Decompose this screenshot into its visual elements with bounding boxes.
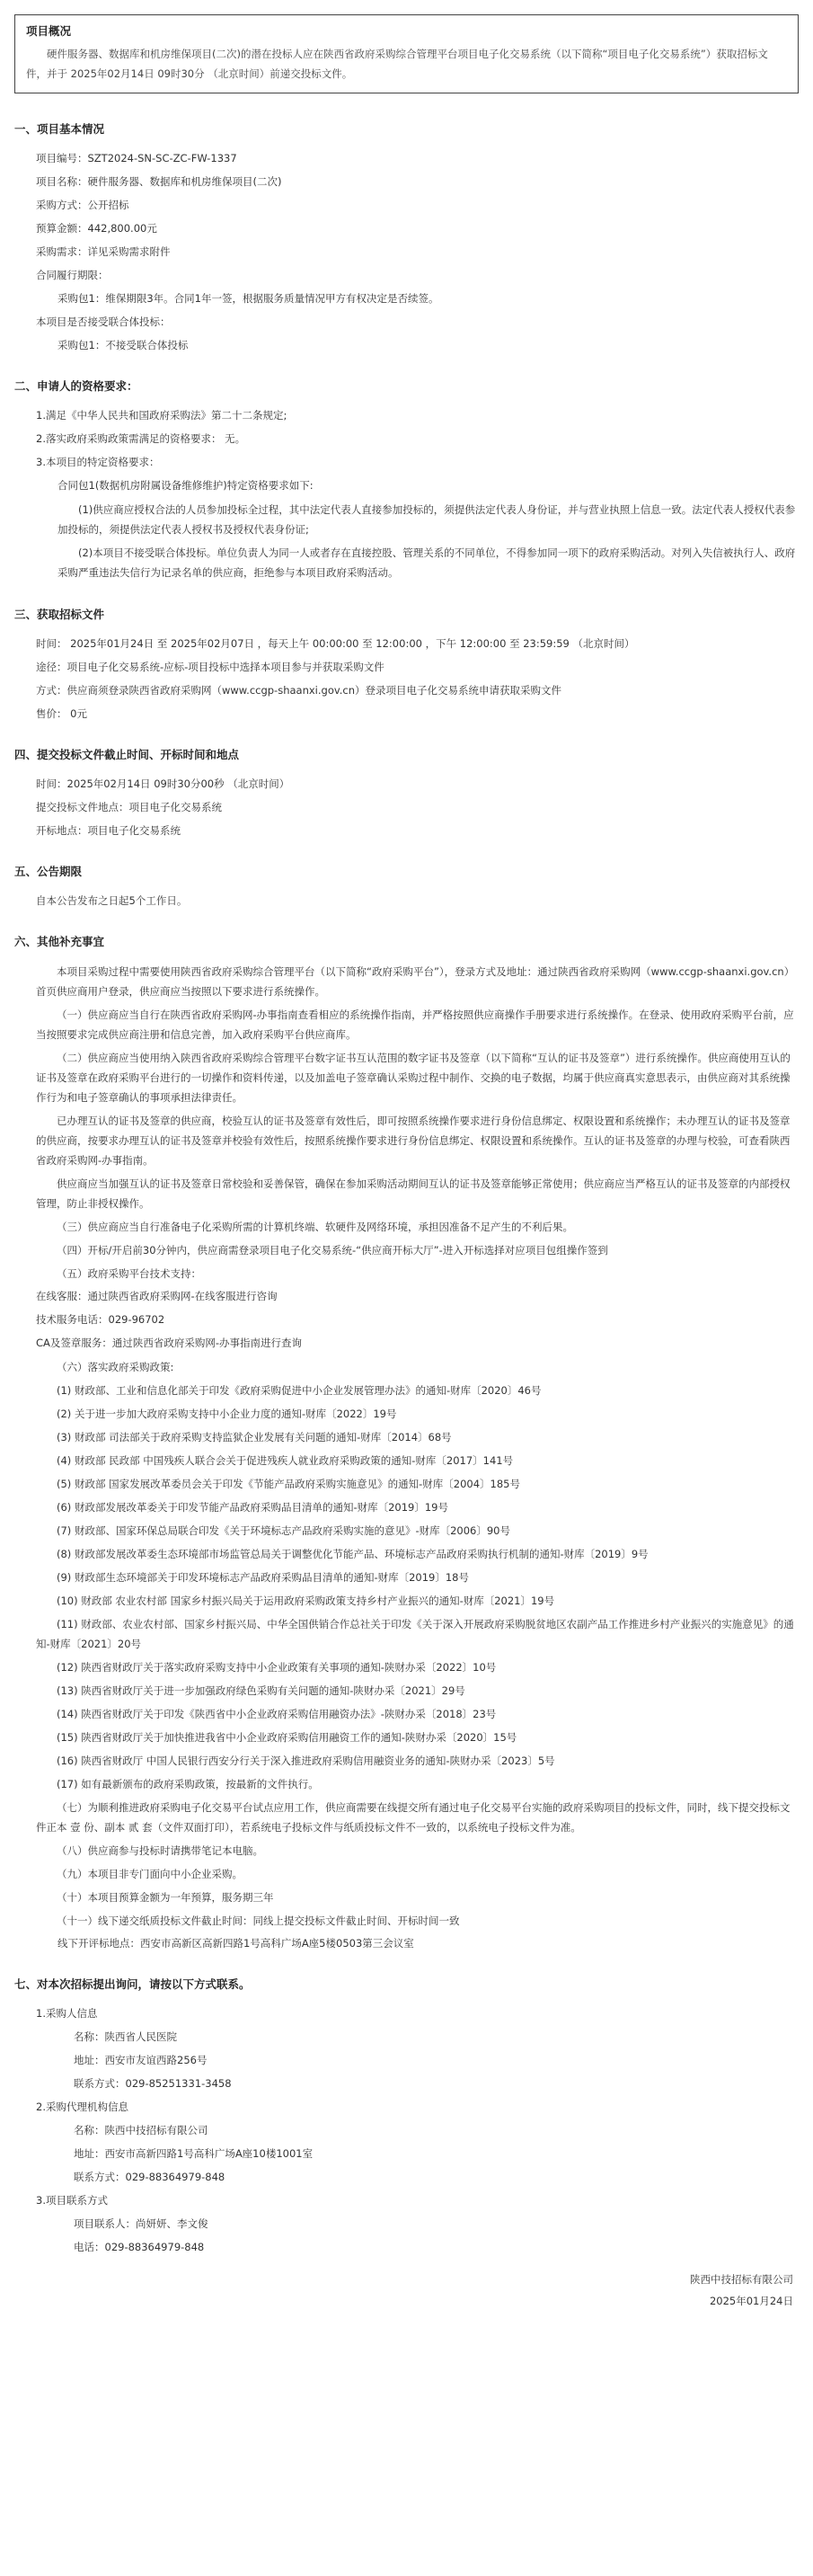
section-line: 开标地点：项目电子化交易系统 <box>36 824 181 837</box>
project-overview-box <box>14 14 799 93</box>
section-line: 本项目采购过程中需要使用陕西省政府采购综合管理平台（以下简称“政府采购平台”），登录方式及地址：通过陕西省政府采购网（www.ccgp-shaanxi.gov.cn）首页供应商用户登录，供应商应当按照以下要求进行系统操作。 <box>36 965 795 998</box>
section-line: (10) 财政部 农业农村部 国家乡村振兴局关于运用政府采购政策支持乡村产业振兴的通知-财库〔2021〕19号 <box>57 1594 555 1607</box>
section-line: 在线客服：通过陕西省政府采购网-在线客服进行咨询 <box>36 1290 278 1302</box>
signature-block <box>690 2269 793 2312</box>
section-5 <box>14 863 799 910</box>
section-line: (6) 财政部发展改革委关于印发节能产品政府采购品目清单的通知-财库〔2019〕19号 <box>57 1501 448 1514</box>
section-line: 1.采购人信息 <box>36 2007 98 2020</box>
section-7 <box>14 1976 799 2256</box>
section-title: 一、项目基本情况 <box>14 122 105 136</box>
section-line: 采购包1：维保期限3年。合同1年一签，根据服务质量情况甲方有权决定是否续签。 <box>57 292 439 305</box>
section-line: 途径：项目电子化交易系统-应标-项目投标中选择本项目参与并获取采购文件 <box>36 661 384 673</box>
section-line: 联系方式：029-85251331-3458 <box>74 2077 232 2090</box>
section-line: （五）政府采购平台技术支持： <box>57 1267 201 1280</box>
overview-text: 硬件服务器、数据库和机房维保项目(二次)的潜在投标人应在陕西省政府采购综合管理平台项目电子化交易系统（以下简称“项目电子化交易系统”）获取招标文件，并于 2025年02月14日 09时30分 （北京时间）前递交投标文件。 <box>26 48 768 80</box>
section-2 <box>14 378 799 582</box>
section-line: 供应商应当加强互认的证书及签章日常校验和妥善保管，确保在参加采购活动期间互认的证书及签章能够正常使用；供应商应当严格互认的证书及签章的内部授权管理，防止非授权操作。 <box>36 1177 791 1210</box>
section-line: (15) 陕西省财政厅关于加快推进我省中小企业政府采购信用融资工作的通知-陕财办采〔2020〕15号 <box>57 1731 517 1744</box>
signature-org: 陕西中技招标有限公司 <box>690 2273 793 2286</box>
section-line: 售价： 0元 <box>36 707 87 720</box>
section-line: 3.项目联系方式 <box>36 2194 108 2207</box>
section-line: (12) 陕西省财政厅关于落实政府采购支持中小企业政策有关事项的通知-陕财办采〔2022〕10号 <box>57 1661 497 1674</box>
section-line: （四）开标/开启前30分钟内，供应商需登录项目电子化交易系统-“供应商开标大厅”-进入开标选择对应项目包组操作签到 <box>57 1244 608 1257</box>
section-line: （八）供应商参与投标时请携带笔记本电脑。 <box>57 1844 263 1857</box>
section-line: (16) 陕西省财政厅 中国人民银行西安分行关于深入推进政府采购信用融资业务的通知-陕财办采〔2023〕5号 <box>57 1754 555 1767</box>
section-line: 采购方式：公开招标 <box>36 199 129 211</box>
section-line: 地址：西安市高新四路1号高科广场A座10楼1001室 <box>74 2147 314 2160</box>
section-line: 名称：陕西省人民医院 <box>74 2030 177 2043</box>
section-line: 自本公告发布之日起5个工作日。 <box>36 894 188 907</box>
section-line: （九）本项目非专门面向中小企业采购。 <box>57 1868 243 1880</box>
section-line: （一）供应商应当自行在陕西省政府采购网-办事指南查看相应的系统操作指南，并严格按照供应商操作手册要求进行系统操作。在登录、使用政府采购平台前，应当按照要求完成供应商注册和信息完善，加入政府采购平台供应商库。 <box>36 1008 794 1041</box>
section-line: (11) 财政部、农业农村部、国家乡村振兴局、中华全国供销合作总社关于印发《关于深入开展政府采购脱贫地区农副产品工作推进乡村产业振兴的实施意见》的通知-财库〔2021〕20号 <box>36 1618 794 1650</box>
section-line: 项目编号：SZT2024-SN-SC-ZC-FW-1337 <box>36 152 237 164</box>
section-line: (3) 财政部 司法部关于政府采购支持监狱企业发展有关问题的通知-财库〔2014〕68号 <box>57 1431 452 1443</box>
section-line: CA及签章服务：通过陕西省政府采购网-办事指南进行查询 <box>36 1337 303 1349</box>
section-line: （二）供应商应当使用纳入陕西省政府采购综合管理平台数字证书互认范围的数字证书及签章（以下简称“互认的证书及签章”）进行系统操作。供应商使用互认的证书及签章在政府采购平台进行的一切操作和资料传递，以及加盖电子签章确认采购过程中制作、交换的电子数据，均属于供应商真实意思表示，由供应商对其系统操作行为和电子签章确认的事项承担法律责任。 <box>36 1052 791 1104</box>
signature-date: 2025年01月24日 <box>709 2295 793 2307</box>
section-line: 提交投标文件地点：项目电子化交易系统 <box>36 801 222 813</box>
section-line: 1.满足《中华人民共和国政府采购法》第二十二条规定; <box>36 409 287 422</box>
section-line: (7) 财政部、国家环保总局联合印发《关于环境标志产品政府采购实施的意见》-财库〔2006〕90号 <box>57 1524 510 1537</box>
section-line: (2) 关于进一步加大政府采购支持中小企业力度的通知-财库〔2022〕19号 <box>57 1408 397 1420</box>
section-title: 六、其他补充事宜 <box>14 935 105 948</box>
section-4 <box>14 746 799 839</box>
section-line: 项目名称：硬件服务器、数据库和机房维保项目(二次) <box>36 175 282 188</box>
section-line: 3.本项目的特定资格要求： <box>36 456 160 468</box>
section-line: (8) 财政部发展改革委生态环境部市场监管总局关于调整优化节能产品、环境标志产品政府采购执行机制的通知-财库〔2019〕9号 <box>57 1548 649 1560</box>
section-line: 电话：029-88364979-848 <box>74 2241 205 2253</box>
section-3 <box>14 606 799 723</box>
section-line: (5) 财政部 国家发展改革委员会关于印发《节能产品政府采购实施意见》的通知-财库〔2004〕185号 <box>57 1478 520 1490</box>
section-line: (9) 财政部生态环境部关于印发环境标志产品政府采购品目清单的通知-财库〔2019〕18号 <box>57 1571 469 1584</box>
section-line: (13) 陕西省财政厅关于进一步加强政府绿色采购有关问题的通知-陕财办采〔2021〕29号 <box>57 1684 465 1697</box>
section-title: 三、获取招标文件 <box>14 608 105 621</box>
section-line: (2)本项目不接受联合体投标。单位负责人为同一人或者存在直接控股、管理关系的不同单位，不得参加同一项下的政府采购活动。对列入失信被执行人、政府采购严重违法失信行为记录名单的供应商，拒绝参与本项目政府采购活动。 <box>57 546 796 579</box>
section-title: 五、公告期限 <box>14 865 83 878</box>
section-6 <box>14 933 799 1952</box>
section-1 <box>14 120 799 354</box>
section-line: 地址：西安市友谊西路256号 <box>74 2054 208 2066</box>
section-line: （十）本项目预算金额为一年预算，服务期三年 <box>57 1891 274 1904</box>
section-line: 本项目是否接受联合体投标： <box>36 315 171 328</box>
sections-container <box>14 120 799 2256</box>
section-line: 采购需求：详见采购需求附件 <box>36 245 171 258</box>
section-line: （六）落实政府采购政策: <box>57 1361 174 1373</box>
section-line: (14) 陕西省财政厅关于印发《陕西省中小企业政府采购信用融资办法》-陕财办采〔2018〕23号 <box>57 1708 497 1720</box>
section-line: 合同包1(数据机房附属设备维修维护)特定资格要求如下: <box>57 479 314 492</box>
section-line: 时间： 2025年01月24日 至 2025年02月07日 ，每天上午 00:00:00 至 12:00:00 ，下午 12:00:00 至 23:59:59 （北京时间） <box>36 637 635 650</box>
section-line: (17) 如有最新颁布的政府采购政策，按最新的文件执行。 <box>57 1778 319 1790</box>
section-line: 方式：供应商须登录陕西省政府采购网（www.ccgp-shaanxi.gov.cn）登录项目电子化交易系统申请获取采购文件 <box>36 684 562 697</box>
section-line: （十一）线下递交纸质投标文件截止时间：同线上提交投标文件截止时间、开标时间一致 <box>57 1914 460 1927</box>
section-line: 合同履行期限： <box>36 269 109 281</box>
overview-title: 项目概况 <box>26 24 72 38</box>
section-line: （三）供应商应当自行准备电子化采购所需的计算机终端、软硬件及网络环境，承担因准备不足产生的不利后果。 <box>57 1221 573 1233</box>
section-line: (4) 财政部 民政部 中国残疾人联合会关于促进残疾人就业政府采购政策的通知-财库〔2017〕141号 <box>57 1454 514 1467</box>
section-title: 四、提交投标文件截止时间、开标时间和地点 <box>14 748 240 761</box>
section-line: 名称：陕西中技招标有限公司 <box>74 2124 208 2136</box>
section-line: 2.落实政府采购政策需满足的资格要求： 无。 <box>36 432 246 445</box>
section-title: 二、申请人的资格要求： <box>14 379 138 393</box>
section-line: 采购包1：不接受联合体投标 <box>57 339 189 351</box>
section-line: 已办理互认的证书及签章的供应商，校验互认的证书及签章有效性后，即可按照系统操作要求进行身份信息绑定、权限设置和系统操作；未办理互认的证书及签章的供应商，按要求办理互认的证书及签章并校验有效性后，按照系统操作要求进行身份信息绑定、权限设置和系统操作。互认的证书及签章的办理与校验，可查看陕西省政府采购网-办事指南。 <box>36 1115 791 1167</box>
section-title: 七、对本次招标提出询问，请按以下方式联系。 <box>14 1977 251 1991</box>
section-line: 技术服务电话：029-96702 <box>36 1313 165 1326</box>
section-line: 2.采购代理机构信息 <box>36 2101 128 2113</box>
section-line: (1) 财政部、工业和信息化部关于印发《政府采购促进中小企业发展管理办法》的通知-财库〔2020〕46号 <box>57 1384 542 1397</box>
section-line: 项目联系人：尚妍妍、李文俊 <box>74 2217 208 2230</box>
section-line: 线下开评标地点：西安市高新区高新四路1号高科广场A座5楼0503第三会议室 <box>57 1937 414 1950</box>
section-line: 预算金额：442,800.00元 <box>36 222 157 235</box>
section-line: (1)供应商应授权合法的人员参加投标全过程，其中法定代表人直接参加投标的，须提供法定代表人身份证，并与营业执照上信息一致。法定代表人授权代表参加投标的，须提供法定代表人授权书及授权代表身份证; <box>57 503 796 536</box>
section-line: 联系方式：029-88364979-848 <box>74 2171 225 2183</box>
section-line: 时间：2025年02月14日 09时30分00秒 （北京时间） <box>36 777 290 790</box>
section-line: （七）为顺利推进政府采购电子化交易平台试点应用工作，供应商需要在线提交所有通过电子化交易平台实施的政府采购项目的投标文件，同时，线下提交投标文件正本 壹 份、副本 贰 套（文件双面打印），若系统电子投标文件与纸质投标文件不一致的，以系统电子投标文件为准。 <box>36 1801 791 1834</box>
